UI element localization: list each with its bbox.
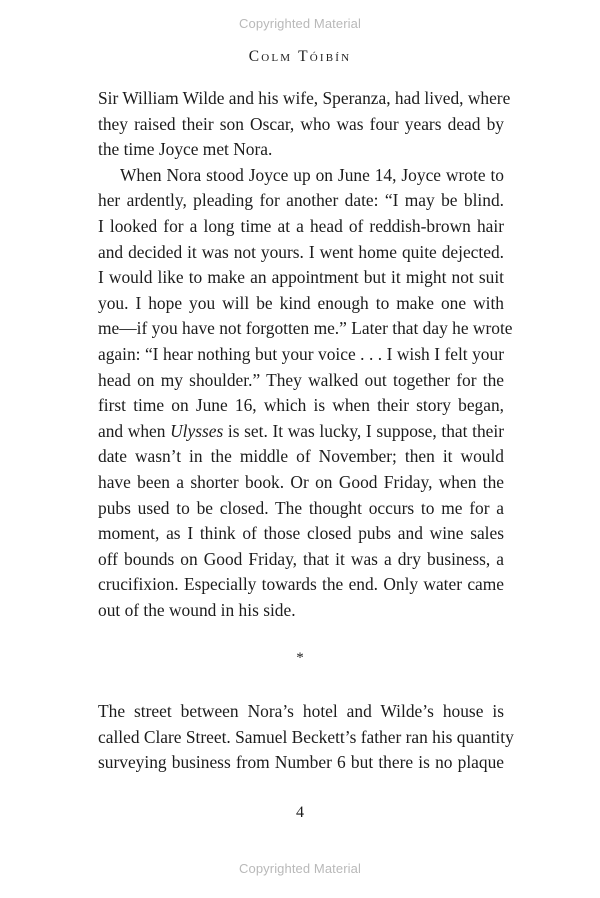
text-line: When Nora stood Joyce up on June 14, Joyce wrote to: [120, 164, 504, 185]
text-line: Sir William Wilde and his wife, Speranza, had lived, where: [98, 88, 511, 108]
running-head-author: Colm Tóibín: [248, 48, 352, 65]
text-line: and decided it was not yours. I went home quite dejected.: [98, 241, 504, 262]
text-line: you. I hope you will be kind enough to make one with: [98, 292, 504, 313]
text-line: I would like to make an appointment but it might not suit: [98, 267, 504, 288]
text-line: off bounds on Good Friday, that it was a dry business, a: [98, 548, 504, 569]
text-line: surveying business from Number 6 but there is no plaque: [98, 752, 504, 773]
page-number: 4: [296, 804, 304, 821]
text-line: I looked for a long time at a head of reddish-brown hair: [98, 215, 504, 236]
text-line: first time on June 16, which is when their story began,: [98, 395, 504, 416]
text-fragment: is set. It was lucky, I suppose, that their: [223, 420, 504, 441]
paragraph-continued: [98, 86, 511, 163]
book-title-ulysses: Ulysses: [170, 420, 224, 441]
text-line: they raised their son Oscar, who was four years dead by: [98, 113, 504, 134]
body-text-section-1: [98, 86, 513, 623]
text-line: moment, as I think of those closed pubs and wine sales: [98, 523, 504, 544]
text-line: the time Joyce met Nora.: [98, 139, 273, 160]
text-line: pubs used to be closed. The thought occurs to me for a: [98, 497, 504, 518]
text-line: out of the wound in his side.: [98, 599, 296, 620]
text-line: me—if you have not forgotten me.” Later that day he wrote: [98, 318, 513, 339]
text-line: called Clare Street. Samuel Beckett’s father ran his quantity: [98, 726, 514, 747]
text-line: again: “I hear nothing but your voice . . . I wish I felt your: [98, 343, 504, 364]
paragraph: [98, 163, 513, 624]
text-line: date wasn’t in the middle of November; then it would: [98, 446, 504, 467]
text-line: The street between Nora’s hotel and Wilde’s house is: [98, 701, 504, 721]
body-text-section-2: [98, 699, 514, 776]
text-line: her ardently, pleading for another date: “I may be blind.: [98, 190, 504, 211]
text-line: [98, 419, 504, 445]
text-line: have been a shorter book. Or on Good Friday, when the: [98, 471, 504, 492]
text-line: crucifixion. Especially towards the end. Only water came: [98, 574, 504, 595]
copyright-watermark-top: Copyrighted Material: [239, 16, 361, 31]
section-break-asterisk: *: [296, 650, 304, 666]
copyright-watermark-bottom: Copyrighted Material: [239, 861, 361, 876]
paragraph: [98, 699, 514, 776]
text-fragment: and when: [98, 420, 171, 441]
text-line: head on my shoulder.” They walked out together for the: [98, 369, 504, 390]
